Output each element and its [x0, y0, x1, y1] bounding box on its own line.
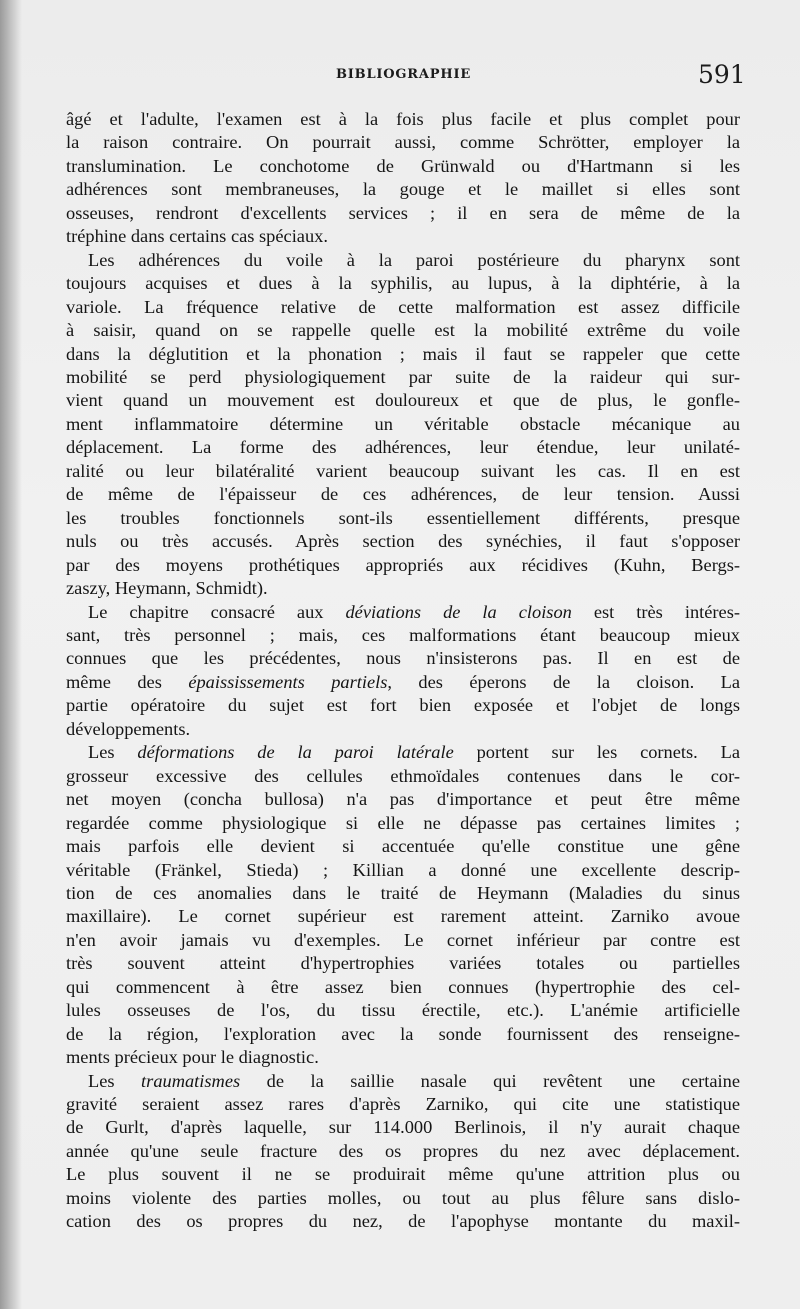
text-line: les troubles fonctionnels sont-ils essentiellement différents, presque [66, 507, 740, 528]
text-line: âgé et l'adulte, l'examen est à la fois plus facile et plus complet pour [66, 109, 740, 129]
text-line: qui commencent à être assez bien connues (hypertrophie des cel- [66, 976, 740, 997]
text-line: de même de l'épaisseur de ces adhérences, de leur tension. Aussi [66, 484, 740, 505]
text-line: ralité ou leur bilatéralité varient beaucoup suivant les cas. Il en est [66, 460, 740, 481]
text-line: connues que les précédentes, nous n'insisterons pas. Il en est de [66, 648, 740, 669]
text-line: mobilité se perd physiologiquement par suite de la raideur qui sur- [66, 366, 740, 387]
binding-shadow [0, 0, 22, 1309]
text-line: déplacement. La forme des adhérences, leur étendue, leur unilaté- [66, 437, 740, 458]
text-line: net moyen (concha bullosa) n'a pas d'importance et peut être même [66, 789, 740, 810]
text-line: Les adhérences du voile à la paroi postérieure du pharynx sont [88, 249, 740, 270]
running-head: BIBLIOGRAPHIE [336, 67, 472, 82]
text-line: lules osseuses de l'os, du tissu érectile, etc.). L'anémie artificielle [66, 1000, 740, 1021]
text-line: gravité seraient assez rares d'après Zarniko, qui cite une statistique [66, 1094, 740, 1115]
text-line: n'en avoir jamais vu d'exemples. Le cornet inférieur par contre est [66, 929, 740, 950]
text-line: véritable (Fränkel, Stieda) ; Killian a donné une excellente descrip- [66, 859, 740, 880]
paragraph-4 [66, 741, 740, 1069]
text-line: dans la déglutition et la phonation ; mais il faut se rappeler que cette [66, 343, 740, 364]
paragraph-5 [66, 1070, 740, 1234]
text-line: sant, très personnel ; mais, ces malformations étant beaucoup mieux [66, 624, 740, 645]
page-number: 591 [698, 60, 746, 89]
text-line: translumination. Le conchotome de Grünwald ou d'Hartmann si les [66, 155, 740, 176]
text-line: nuls ou très accusés. Après section des synéchies, il faut s'opposer [66, 531, 740, 552]
body-text [66, 108, 740, 1234]
text-line: maxillaire). Le cornet supérieur est rarement atteint. Zarniko avoue [66, 906, 740, 927]
text-line: Les traumatismes de la saillie nasale qui revêtent une certaine [88, 1070, 740, 1091]
text-line: cation des os propres du nez, de l'apophyse montante du maxil- [66, 1211, 740, 1232]
text-line: Les déformations de la paroi latérale portent sur les cornets. La [88, 742, 740, 763]
text-line: grosseur excessive des cellules ethmoïdales contenues dans le cor- [66, 765, 740, 786]
text-line: Le plus souvent il ne se produirait même qu'une attrition plus ou [66, 1164, 740, 1185]
text-line: par des moyens prothétiques appropriés aux récidives (Kuhn, Bergs- [66, 554, 740, 575]
text-line: zaszy, Heymann, Schmidt). [66, 578, 268, 599]
text-line: partie opératoire du sujet est fort bien exposée et l'objet de longs [66, 695, 740, 716]
text-line: mais parfois elle devient si accentuée qu'elle constitue une gêne [66, 836, 740, 857]
paragraph-3 [66, 601, 740, 742]
text-line: ments précieux pour le diagnostic. [66, 1047, 319, 1068]
text-line: de Gurlt, d'après laquelle, sur 114.000 Berlinois, il n'y aurait chaque [66, 1117, 740, 1138]
text-line: de la région, l'exploration avec la sonde fournissent des renseigne- [66, 1023, 740, 1044]
text-line: année qu'une seule fracture des os propres du nez avec déplacement. [66, 1140, 740, 1161]
text-line: vient quand un mouvement est douloureux et que de plus, le gonfle- [66, 390, 740, 411]
text-line: la raison contraire. On pourrait aussi, comme Schrötter, employer la [66, 132, 740, 153]
text-line: osseuses, rendront d'excellents services ; il en sera de même de la [66, 202, 740, 223]
text-line: tréphine dans certains cas spéciaux. [66, 226, 328, 247]
text-line: très souvent atteint d'hypertrophies variées totales ou partielles [66, 953, 740, 974]
text-line: même des épaississements partiels, des éperons de la cloison. La [66, 671, 740, 692]
text-line: moins violente des parties molles, ou tout au plus fêlure sans dislo- [66, 1187, 740, 1208]
page-header [0, 60, 800, 96]
text-line: toujours acquises et dues à la syphilis, au lupus, à la diphtérie, à la [66, 273, 740, 294]
paragraph-2 [66, 249, 740, 601]
text-line: à saisir, quand on se rappelle quelle est la mobilité extrême du voile [66, 320, 740, 341]
text-line: regardée comme physiologique si elle ne dépasse pas certaines limites ; [66, 812, 740, 833]
text-line: ment inflammatoire détermine un véritable obstacle mécanique au [66, 413, 740, 434]
text-line: adhérences sont membraneuses, la gouge et le maillet si elles sont [66, 179, 740, 200]
text-line: développements. [66, 718, 191, 739]
text-line: variole. La fréquence relative de cette malformation est assez difficile [66, 296, 740, 317]
text-line: tion de ces anomalies dans le traité de Heymann (Maladies du sinus [66, 882, 740, 903]
text-line: Le chapitre consacré aux déviations de la cloison est très intéres- [88, 601, 740, 622]
paragraph-1 [66, 108, 740, 249]
